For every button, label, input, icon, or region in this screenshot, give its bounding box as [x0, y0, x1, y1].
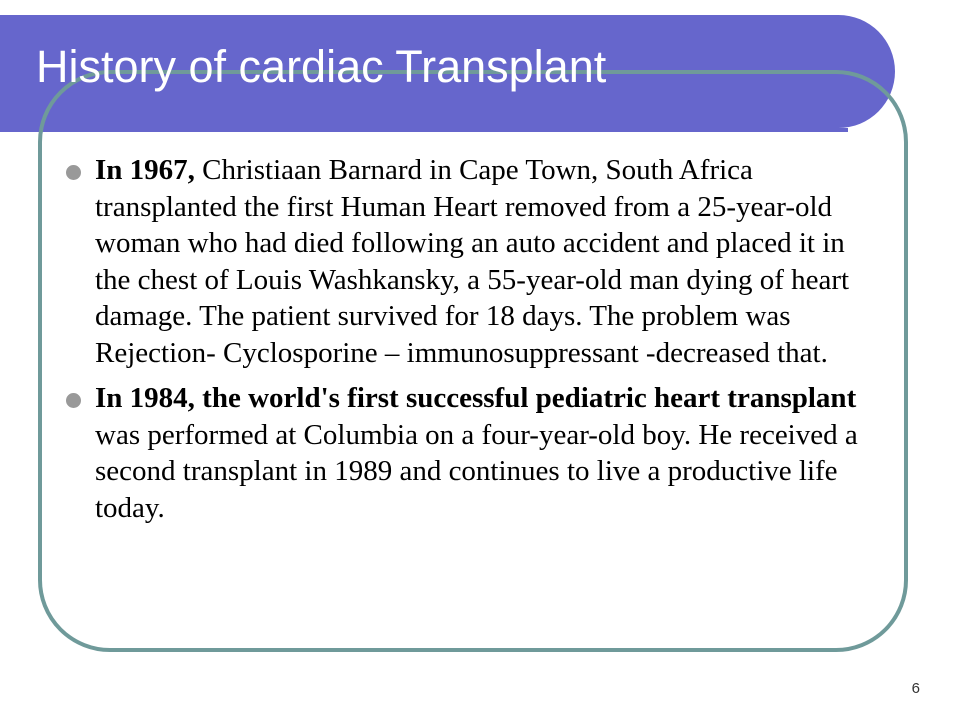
bullet-list — [60, 152, 870, 526]
bullet-lead-1967: In 1967, — [95, 154, 195, 186]
bullet-lead-1984: In 1984, the world's first successful pediatric heart transplant — [95, 382, 857, 414]
bullet-text-1967: Christiaan Barnard in Cape Town, South Africa transplanted the first Human Heart removed from a 25-year-old woman who had died following an auto accident and placed it in the chest of Louis Washkansky, a 55-year-old man dying of heart damage. The patient survived for 18 days. The problem was Rejection- Cyclosporine – immunosuppressant -decreased that. — [95, 154, 850, 369]
bullet-item-1967 — [60, 152, 870, 371]
bullet-item-1984 — [60, 380, 870, 526]
slide-title: History of cardiac Transplant — [36, 41, 607, 92]
bullet-dot-icon — [66, 393, 81, 408]
slide-number: 6 — [911, 680, 920, 697]
bullet-text-1984: was performed at Columbia on a four-year-old boy. He received a second transplant in 1989 and continues to live a productive life today. — [95, 418, 858, 524]
bullet-dot-icon — [66, 165, 81, 180]
